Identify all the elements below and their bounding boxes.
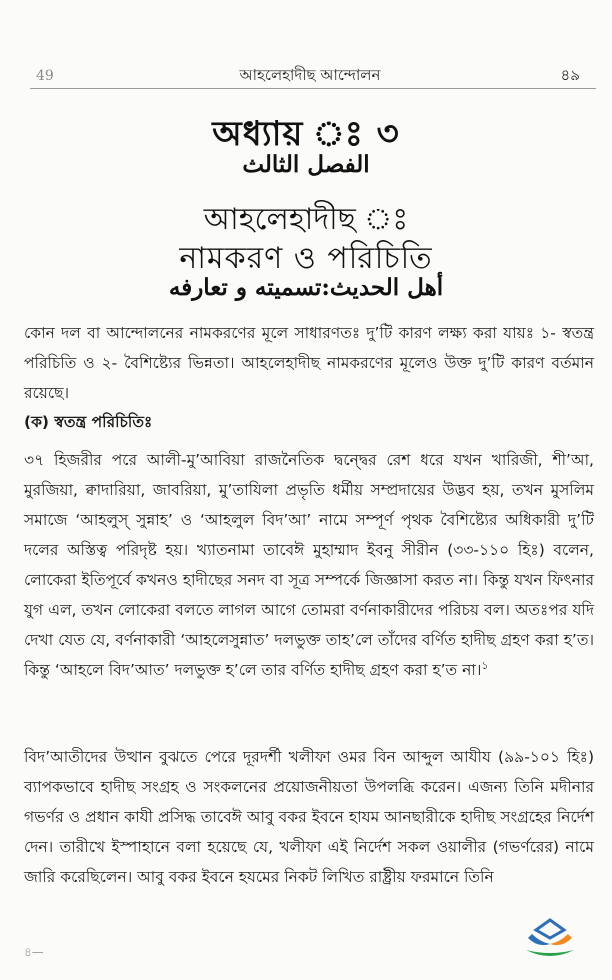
footer-mark: ৪— bbox=[24, 945, 44, 959]
logo-top-diamond bbox=[536, 920, 564, 938]
logo-base-wave bbox=[526, 950, 574, 956]
section-title-line1: আহলেহাদীছ ঃ bbox=[203, 202, 409, 237]
paragraph-history bbox=[24, 445, 594, 685]
publisher-logo-icon bbox=[520, 918, 580, 962]
paragraph-compilation: বিদ’আতীদের উত্থান বুঝতে পেরে দূরদর্শী খলীফা ওমর বিন আব্দুল আযীয (৯৯-১০১ হিঃ) ব্যাপকভাবে হাদীছ সংগ্রহ ও সংকলনের প্রয়োজনীয়তা উপলব্ধি করেন। এজন্য তিনি মদীনার গভর্ণর ও প্রধান কাযী প্রসিদ্ধ তাবেঈ আবু বকর ইবনে হাযম আনছারীকে হাদীছ সংগ্রহের নির্দেশ দেন। তারীখে ইস্পাহানে বলা হয়েছে যে, খলীফা এই নির্দেশ সকল ওয়ালীর (গভর্ণরের) নামে জারি করেছিলেন। আবু বকর ইবনে হযমের নিকট লিখিত রাষ্ট্রীয় ফরমানে তিনি bbox=[24, 748, 594, 886]
footnote-marker[interactable]: ১ bbox=[481, 658, 489, 672]
page-number-right: ৪৯ bbox=[560, 66, 580, 84]
header-rule bbox=[30, 88, 596, 89]
chapter-heading: অধ্যায় ঃ ৩ bbox=[212, 114, 400, 154]
section-title-arabic: أهل الحديث:تسميته و تعارفه bbox=[168, 274, 444, 301]
chapter-heading-arabic: الفصل الثالث bbox=[242, 151, 370, 178]
paragraph-intro: কোন দল বা আন্দোলনের নামকরণের মূলে সাধারণতঃ দু’টি কারণ লক্ষ্য করা যায়ঃ ১- স্বতন্ত্র পরিচিতি ও ২- বৈশিষ্ট্যের ভিন্নতা। আহলেহাদীছ নামকরণের মূলেও উক্ত দু’টি কারণ বর্তমান রয়েছে। bbox=[24, 324, 594, 402]
header-title: আহলেহাদীছ আন্দোলন bbox=[239, 66, 381, 84]
subsection-heading: (ক) স্বতন্ত্র পরিচিতিঃ bbox=[24, 413, 153, 431]
paragraph-history-text: ৩৭ হিজরীর পরে আলী-মু’আবিয়া রাজনৈতিক দ্বন্দ্বের রেশ ধরে যখন খারিজী, শী’আ, মুরজিয়া, ক্বাদারিয়া, জাবরিয়া, মু’তাযিলা প্রভৃতি ধর্মীয় সম্প্রদায়ের উদ্ভব হয়, তখন মুসলিম সমাজে ‘আহলুস্ সুন্নাহ’ ও ‘আহলুল বিদ’আ’ নামে সম্পূর্ণ পৃথক বৈশিষ্ট্যের অধিকারী দু’টি দলের অস্তিত্ব পরিদৃষ্ট হয়। খ্যাতনামা তাবেঈ মুহাম্মাদ ইবনু সীরীন (৩৩-১১০ হিঃ) বলেন, লোকেরা ইতিপূর্বে কখনও হাদীছের সনদ বা সূত্র সম্পর্কে জিজ্ঞাসা করত না। কিন্তু যখন ফিৎনার যুগ এল, তখন লোকেরা বলতে লাগল আগে তোমরা বর্ণনাকারীদের পরিচয় বল। অতঃপর যদি দেখা যেত যে, বর্ণনাকারী ‘আহলেসুন্নাত’ দলভুক্ত তাহ’লে তাঁদের বর্ণিত হাদীছ গ্রহণ করা হ’ত। কিন্তু ‘আহলে বিদ’আত’ দলভুক্ত হ’লে তার বর্ণিত হাদীছ গ্রহণ করা হ’ত না। bbox=[24, 451, 594, 679]
running-header bbox=[30, 62, 590, 86]
section-title-line2: নামকরণ ও পরিচিতি bbox=[179, 241, 433, 276]
page-number-left: 49 bbox=[36, 68, 54, 84]
